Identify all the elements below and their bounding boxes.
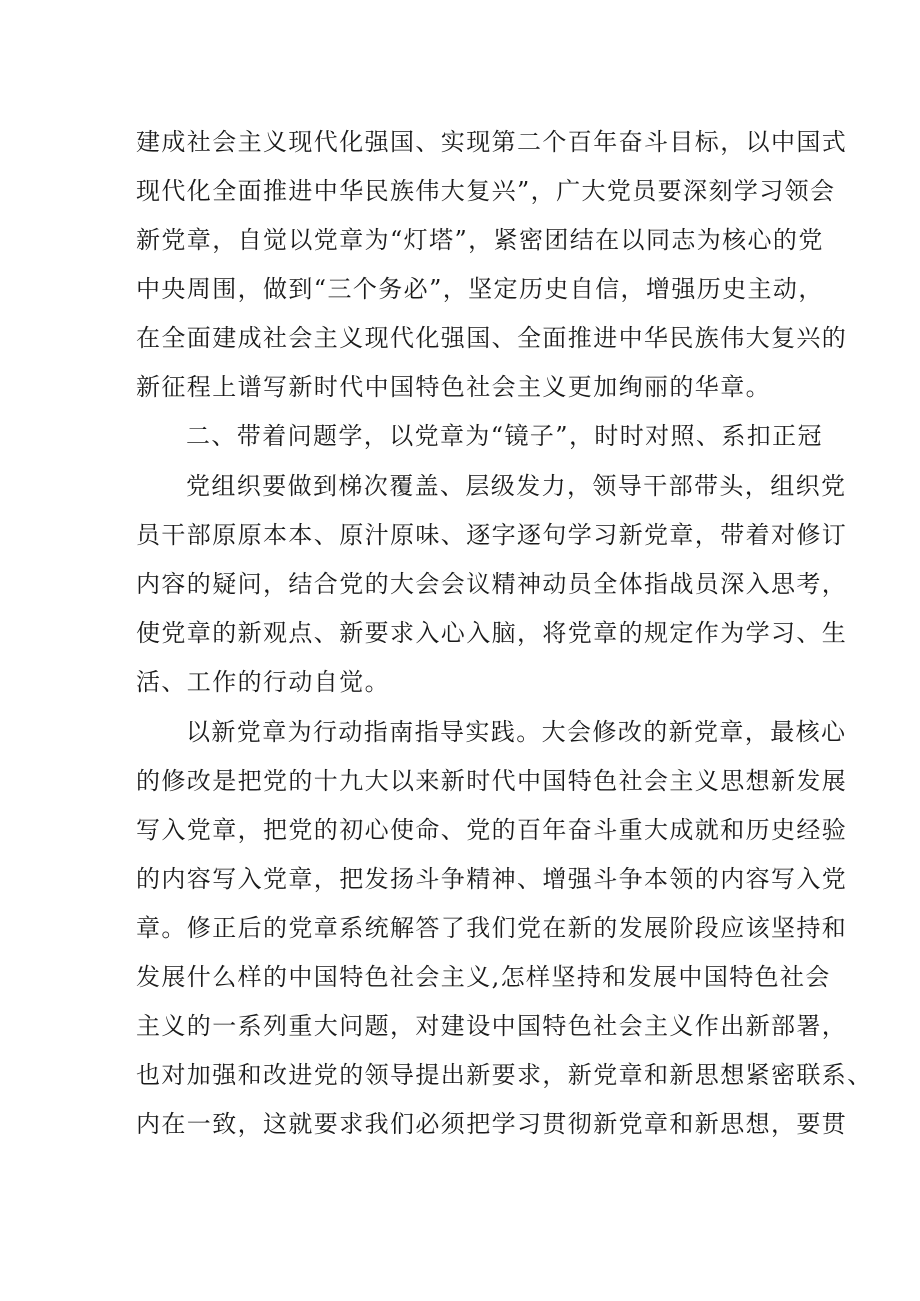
paragraph-1-line-1: 建成社会主义现代化强国、实现第二个百年奋斗目标，以中国式 <box>136 128 848 156</box>
paragraph-2-line-5: 活、工作的行动自觉。 <box>136 668 390 696</box>
paragraph-2-line-2: 员干部原原本本、原汁原味、逐字逐句学习新党章，带着对修订 <box>136 521 848 549</box>
paragraph-2-line-4: 使党章的新观点、新要求入心入脑，将党章的规定作为学习、生 <box>136 619 848 647</box>
paragraph-3-line-6: 发展什么样的中国特色社会主义,怎样坚持和发展中国特色社会 <box>136 963 831 991</box>
paragraph-1-line-3: 新党章，自觉以党章为“灯塔”，紧密团结在以同志为核心的党 <box>136 226 824 254</box>
paragraph-1-line-5: 在全面建成社会主义现代化强国、全面推进中华民族伟大复兴的 <box>136 324 848 352</box>
paragraph-1-line-2: 现代化全面推进中华民族伟大复兴”，广大党员要深刻学习领会 <box>136 177 836 205</box>
paragraph-3-line-2: 的修改是把党的十九大以来新时代中国特色社会主义思想新发展 <box>136 767 848 795</box>
paragraph-3-line-4: 的内容写入党章，把发扬斗争精神、增强斗争本领的内容写入党 <box>136 865 848 893</box>
paragraph-3-line-5: 章。修正后的党章系统解答了我们党在新的发展阶段应该坚持和 <box>136 914 848 942</box>
paragraph-3-line-3: 写入党章，把党的初心使命、党的百年奋斗重大成就和历史经验 <box>136 816 848 844</box>
paragraph-1-line-4: 中央周围，做到“三个务必”，坚定历史自信，增强历史主动， <box>136 275 824 303</box>
paragraph-1-line-6: 新征程上谱写新时代中国特色社会主义更加绚丽的华章。 <box>136 373 771 401</box>
paragraph-2-line-1: 党组织要做到梯次覆盖、层级发力，领导干部带头，组织党 <box>186 472 847 500</box>
paragraph-3-line-7: 主义的一系列重大问题，对建设中国特色社会主义作出新部署， <box>136 1012 848 1040</box>
paragraph-3-line-9: 内在一致，这就要求我们必须把学习贯彻新党章和新思想，要贯 <box>136 1110 848 1138</box>
paragraph-3-line-8: 也对加强和改进党的领导提出新要求，新党章和新思想紧密联系、 <box>136 1061 873 1089</box>
section-heading: 二、带着问题学，以党章为“镜子”，时时对照、系扣正冠 <box>186 422 823 450</box>
paragraph-3-line-1: 以新党章为行动指南指导实践。大会修改的新党章，最核心 <box>186 718 847 746</box>
paragraph-2-line-3: 内容的疑问，结合党的大会会议精神动员全体指战员深入思考， <box>136 570 848 598</box>
